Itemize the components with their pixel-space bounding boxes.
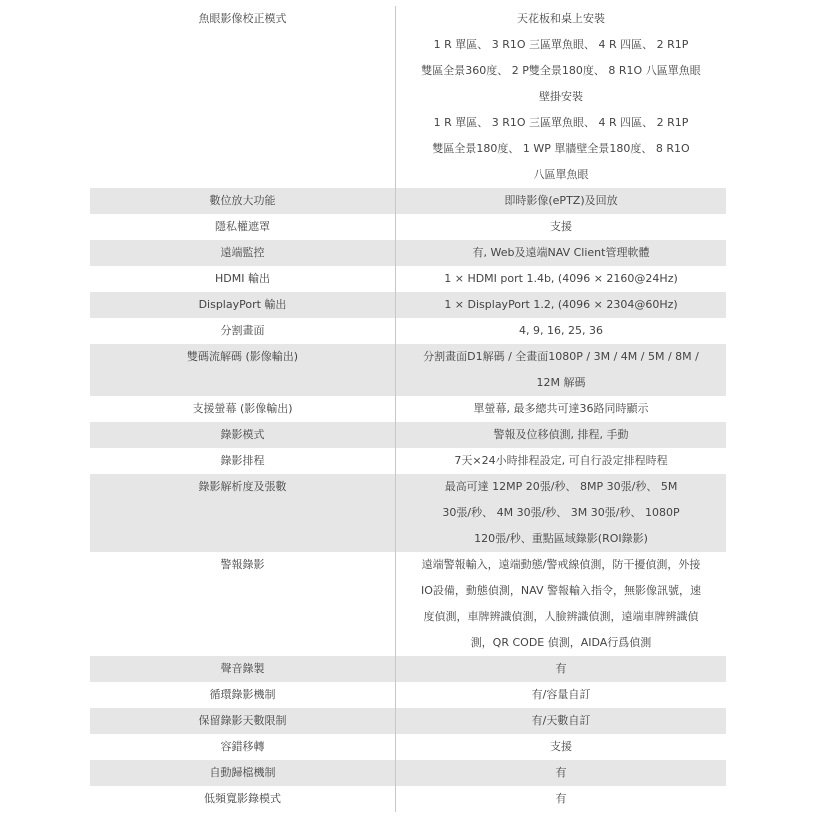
spec-value-line: 12M 解碼 — [536, 376, 586, 389]
spec-value-line: 有/天數自訂 — [531, 714, 591, 727]
spec-label: 循環錄影機制 — [90, 682, 396, 708]
spec-value-line: 30張/秒、 4M 30張/秒、 3M 30張/秒、 1080P — [442, 506, 680, 519]
spec-value-line: 測，QR CODE 偵測，AIDA行爲偵測 — [470, 636, 652, 649]
spec-value — [396, 708, 727, 734]
spec-value — [396, 344, 727, 396]
spec-value-line: 天花板和桌上安裝 — [517, 12, 605, 25]
spec-value — [396, 474, 727, 552]
spec-label: 分割畫面 — [90, 318, 396, 344]
spec-row — [90, 266, 726, 292]
spec-value — [396, 682, 727, 708]
spec-row — [90, 734, 726, 760]
spec-row — [90, 318, 726, 344]
spec-value-line: 雙區全景180度、 1 WP 單牆壁全景180度、 8 R1O — [432, 142, 690, 155]
spec-value-line: 支援 — [550, 220, 572, 233]
spec-value-line: 7天×24小時排程設定, 可自行設定排程時程 — [454, 454, 668, 467]
spec-value — [396, 786, 727, 812]
spec-value-line: 最高可達 12MP 20張/秒、 8MP 30張/秒、 5M — [444, 480, 678, 493]
spec-label: 遠端監控 — [90, 240, 396, 266]
spec-value-line: 有/容量自訂 — [531, 688, 591, 701]
spec-label: 魚眼影像校正模式 — [90, 6, 396, 188]
spec-label: 保留錄影天數限制 — [90, 708, 396, 734]
spec-label: 支援螢幕 (影像輸出) — [90, 396, 396, 422]
spec-row — [90, 396, 726, 422]
spec-value — [396, 292, 727, 318]
spec-value-line: 單螢幕, 最多總共可達36路同時顯示 — [473, 402, 649, 415]
spec-value-line: 有 — [555, 662, 567, 675]
spec-value-line: 4, 9, 16, 25, 36 — [519, 324, 603, 337]
spec-label: 自動歸檔機制 — [90, 760, 396, 786]
spec-value — [396, 266, 727, 292]
spec-value-line: 1 R 單區、 3 R1O 三區單魚眼、 4 R 四區、 2 R1P — [433, 116, 689, 129]
spec-row — [90, 760, 726, 786]
spec-label: 容錯移轉 — [90, 734, 396, 760]
spec-row — [90, 448, 726, 474]
spec-value-line: 120張/秒、重點區域錄影(ROI錄影) — [474, 532, 648, 545]
spec-row — [90, 292, 726, 318]
spec-value — [396, 448, 727, 474]
spec-value-line: 有, Web及遠端NAV Client管理軟體 — [472, 246, 650, 259]
spec-label: 雙碼流解碼 (影像輸出) — [90, 344, 396, 396]
spec-value-line: 有 — [555, 792, 567, 805]
spec-label: HDMI 輸出 — [90, 266, 396, 292]
spec-row — [90, 708, 726, 734]
spec-label: 錄影排程 — [90, 448, 396, 474]
spec-value-line: 八區單魚眼 — [533, 168, 589, 181]
spec-row — [90, 656, 726, 682]
spec-value — [396, 6, 727, 188]
spec-label: 低頻寬影錄模式 — [90, 786, 396, 812]
spec-label: 警報錄影 — [90, 552, 396, 656]
spec-row — [90, 240, 726, 266]
spec-row — [90, 214, 726, 240]
spec-table — [90, 6, 726, 812]
spec-table-body — [90, 6, 726, 812]
spec-value-line: 警報及位移偵測, 排程, 手動 — [493, 428, 629, 441]
spec-value-line: 遠端警報輸入，遠端動態/警戒線偵測，防干擾偵測，外接 — [421, 558, 701, 571]
spec-label: 隱私權遮罩 — [90, 214, 396, 240]
spec-row — [90, 6, 726, 188]
spec-value-line: 有 — [555, 766, 567, 779]
spec-value-line: 雙區全景360度、 2 P雙全景180度、 8 R1O 八區單魚眼 — [421, 64, 701, 77]
spec-value — [396, 552, 727, 656]
spec-value — [396, 656, 727, 682]
spec-value — [396, 760, 727, 786]
spec-row — [90, 786, 726, 812]
spec-value-line: 支援 — [550, 740, 572, 753]
spec-label: 聲音錄製 — [90, 656, 396, 682]
spec-label: 錄影解析度及張數 — [90, 474, 396, 552]
spec-value-line: 1 × DisplayPort 1.2, (4096 × 2304@60Hz) — [444, 298, 678, 311]
spec-value — [396, 734, 727, 760]
spec-value — [396, 240, 727, 266]
spec-label: 數位放大功能 — [90, 188, 396, 214]
spec-value — [396, 214, 727, 240]
spec-label: 錄影模式 — [90, 422, 396, 448]
spec-value-line: IO設備，動態偵測，NAV 警報輸入指令，無影像訊號，速 — [421, 584, 701, 597]
spec-row — [90, 422, 726, 448]
spec-row — [90, 552, 726, 656]
spec-value-line: 1 × HDMI port 1.4b, (4096 × 2160@24Hz) — [444, 272, 678, 285]
spec-value — [396, 396, 727, 422]
spec-value — [396, 422, 727, 448]
spec-value-line: 即時影像(ePTZ)及回放 — [504, 194, 618, 207]
spec-label: DisplayPort 輸出 — [90, 292, 396, 318]
spec-row — [90, 682, 726, 708]
spec-row — [90, 344, 726, 396]
spec-value-line: 1 R 單區、 3 R1O 三區單魚眼、 4 R 四區、 2 R1P — [433, 38, 689, 51]
spec-value — [396, 188, 727, 214]
spec-value-line: 壁掛安裝 — [539, 90, 583, 103]
spec-row — [90, 188, 726, 214]
spec-row — [90, 474, 726, 552]
spec-value — [396, 318, 727, 344]
spec-value-line: 度偵測，車牌辨識偵測，人臉辨識偵測，遠端車牌辨識偵 — [423, 610, 699, 623]
spec-value-line: 分割畫面D1解碼 / 全畫面1080P / 3M / 4M / 5M / 8M / — [423, 350, 699, 363]
